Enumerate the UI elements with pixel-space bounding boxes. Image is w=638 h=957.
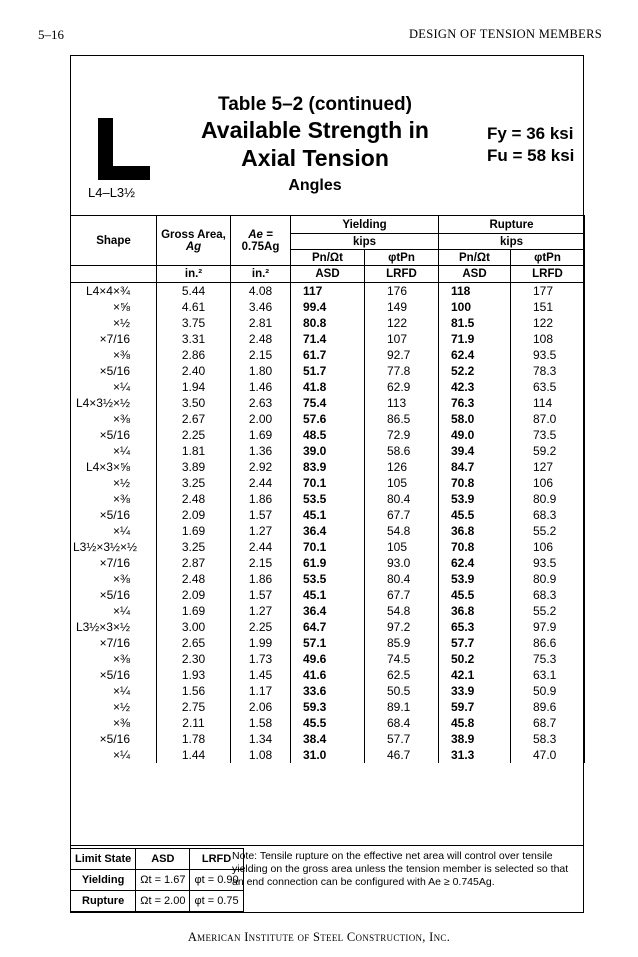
- cell-yield-asd: 99.4: [291, 299, 365, 315]
- cell-rupture-lrfd: 50.9: [511, 683, 585, 699]
- table-row: [71, 571, 585, 587]
- cell-ae: 2.15: [231, 555, 291, 571]
- cell-yield-lrfd: 149: [365, 299, 439, 315]
- cell-ae: 2.63: [231, 395, 291, 411]
- cell-yield-lrfd: 46.7: [365, 747, 439, 763]
- cell-shape: ×⅜: [71, 347, 157, 363]
- cell-rupture-asd: 58.0: [439, 411, 511, 427]
- cell-rupture-asd: 42.3: [439, 379, 511, 395]
- table-row: [71, 459, 585, 475]
- cell-ae: 2.15: [231, 347, 291, 363]
- table-row: [71, 555, 585, 571]
- cell-yield-asd: 45.5: [291, 715, 365, 731]
- cell-yield-asd: 70.1: [291, 539, 365, 555]
- cell-rupture-lrfd: 63.5: [511, 379, 585, 395]
- cell-gross-area: 2.75: [157, 699, 231, 715]
- cell-shape: L4×4×¾: [71, 283, 157, 300]
- cell-rupture-lrfd: 55.2: [511, 603, 585, 619]
- cell-yield-lrfd: 92.7: [365, 347, 439, 363]
- cell-ae: 1.57: [231, 507, 291, 523]
- cell-shape: ×½: [71, 475, 157, 491]
- cell-rupture-lrfd: 106: [511, 475, 585, 491]
- cell-shape: ×5/16: [71, 507, 157, 523]
- running-title: DESIGN OF TENSION MEMBERS: [408, 27, 602, 41]
- table-row: [71, 427, 585, 443]
- cell-shape: L4×3½×½: [71, 395, 157, 411]
- cell-ae: 1.17: [231, 683, 291, 699]
- cell-gross-area: 1.44: [157, 747, 231, 763]
- cell-yield-lrfd: 50.5: [365, 683, 439, 699]
- cell-ae: 1.69: [231, 427, 291, 443]
- fy-value: Fy = 36 ksi: [487, 124, 574, 143]
- cell-ae: 1.86: [231, 571, 291, 587]
- cell-rupture-lrfd: 63.1: [511, 667, 585, 683]
- cell-shape: ×¼: [71, 523, 157, 539]
- cell-rupture-lrfd: 108: [511, 331, 585, 347]
- cell-yield-asd: 53.5: [291, 571, 365, 587]
- cell-gross-area: 3.31: [157, 331, 231, 347]
- cell-rupture-asd: 36.8: [439, 603, 511, 619]
- limit-header-state: Limit State: [71, 849, 136, 870]
- cell-ae: 1.80: [231, 363, 291, 379]
- cell-rupture-asd: 65.3: [439, 619, 511, 635]
- cell-ae: 2.81: [231, 315, 291, 331]
- header-rupture-phi-pn: φtPn: [511, 250, 585, 266]
- table-body: [71, 283, 585, 764]
- table-row: [71, 619, 585, 635]
- cell-yield-asd: 83.9: [291, 459, 365, 475]
- cell-yield-lrfd: 89.1: [365, 699, 439, 715]
- cell-yield-lrfd: 67.7: [365, 587, 439, 603]
- cell-ae: 2.06: [231, 699, 291, 715]
- cell-rupture-asd: 84.7: [439, 459, 511, 475]
- cell-rupture-asd: 53.9: [439, 571, 511, 587]
- cell-shape: ×5/16: [71, 667, 157, 683]
- header-rupture-pn-omega: Pn/Ωt: [439, 250, 511, 266]
- cell-yield-asd: 45.1: [291, 507, 365, 523]
- cell-shape: ×⅜: [71, 571, 157, 587]
- page-number: 5–16: [38, 27, 64, 42]
- cell-rupture-lrfd: 47.0: [511, 747, 585, 763]
- cell-yield-lrfd: 68.4: [365, 715, 439, 731]
- cell-rupture-lrfd: 87.0: [511, 411, 585, 427]
- size-range: L4–L3½: [88, 185, 135, 200]
- cell-rupture-asd: 62.4: [439, 555, 511, 571]
- cell-yield-lrfd: 77.8: [365, 363, 439, 379]
- cell-yield-lrfd: 57.7: [365, 731, 439, 747]
- cell-yield-asd: 36.4: [291, 603, 365, 619]
- table-row: [71, 667, 585, 683]
- cell-gross-area: 1.69: [157, 603, 231, 619]
- cell-ae: 1.57: [231, 587, 291, 603]
- cell-yield-asd: 38.4: [291, 731, 365, 747]
- cell-yield-asd: 48.5: [291, 427, 365, 443]
- cell-yield-asd: 64.7: [291, 619, 365, 635]
- cell-rupture-lrfd: 127: [511, 459, 585, 475]
- cell-shape: ×⅜: [71, 715, 157, 731]
- cell-yield-lrfd: 113: [365, 395, 439, 411]
- limit-rupture-asd: Ωt = 2.00: [136, 891, 190, 912]
- table-subtitle: Angles: [288, 177, 342, 194]
- cell-gross-area: 1.56: [157, 683, 231, 699]
- header-rupture-kips: kips: [439, 234, 585, 250]
- cell-rupture-lrfd: 151: [511, 299, 585, 315]
- cell-gross-area: 2.25: [157, 427, 231, 443]
- cell-yield-asd: 33.6: [291, 683, 365, 699]
- cell-gross-area: 2.86: [157, 347, 231, 363]
- table-row: [71, 651, 585, 667]
- cell-shape: L4×3×⅝: [71, 459, 157, 475]
- table-row: [71, 603, 585, 619]
- cell-ae: 2.44: [231, 539, 291, 555]
- table-row: [71, 523, 585, 539]
- cell-shape: ×¼: [71, 683, 157, 699]
- cell-yield-lrfd: 62.9: [365, 379, 439, 395]
- table-row: [71, 635, 585, 651]
- cell-yield-asd: 41.8: [291, 379, 365, 395]
- cell-gross-area: 2.48: [157, 571, 231, 587]
- header-ae-formula: 0.75Ag: [241, 240, 280, 253]
- cell-shape: ×¼: [71, 603, 157, 619]
- header-gross-area: [157, 216, 231, 266]
- cell-yield-asd: 117: [291, 283, 365, 300]
- cell-rupture-lrfd: 58.3: [511, 731, 585, 747]
- cell-gross-area: 4.61: [157, 299, 231, 315]
- cell-rupture-asd: 45.5: [439, 587, 511, 603]
- header-yield-pn-omega: Pn/Ωt: [291, 250, 365, 266]
- cell-ae: 4.08: [231, 283, 291, 300]
- table-row: [71, 731, 585, 747]
- cell-rupture-asd: 53.9: [439, 491, 511, 507]
- limit-yielding-label: Yielding: [71, 870, 136, 891]
- cell-shape: ×⅝: [71, 299, 157, 315]
- cell-yield-lrfd: 105: [365, 475, 439, 491]
- cell-yield-lrfd: 62.5: [365, 667, 439, 683]
- cell-yield-asd: 57.6: [291, 411, 365, 427]
- cell-gross-area: 3.50: [157, 395, 231, 411]
- cell-yield-asd: 45.1: [291, 587, 365, 603]
- table-title-line2: Axial Tension: [241, 145, 389, 171]
- limit-header-asd: ASD: [136, 849, 190, 870]
- strength-table: [70, 215, 585, 763]
- table-row: [71, 347, 585, 363]
- table-row: [71, 363, 585, 379]
- cell-ae: 1.99: [231, 635, 291, 651]
- cell-rupture-asd: 52.2: [439, 363, 511, 379]
- cell-yield-asd: 61.9: [291, 555, 365, 571]
- cell-shape: ×7/16: [71, 331, 157, 347]
- cell-shape: ×⅜: [71, 651, 157, 667]
- cell-gross-area: 2.87: [157, 555, 231, 571]
- cell-gross-area: 2.09: [157, 507, 231, 523]
- cell-yield-lrfd: 105: [365, 539, 439, 555]
- cell-yield-lrfd: 85.9: [365, 635, 439, 651]
- cell-yield-asd: 75.4: [291, 395, 365, 411]
- cell-shape: ×¼: [71, 379, 157, 395]
- cell-rupture-lrfd: 68.7: [511, 715, 585, 731]
- table-row: [71, 587, 585, 603]
- limit-yielding-asd: Ωt = 1.67: [136, 870, 190, 891]
- cell-ae: 2.92: [231, 459, 291, 475]
- table-number: Table 5–2 (continued): [218, 94, 412, 115]
- cell-shape: L3½×3×½: [71, 619, 157, 635]
- cell-gross-area: 3.89: [157, 459, 231, 475]
- cell-ae: 1.73: [231, 651, 291, 667]
- cell-yield-asd: 36.4: [291, 523, 365, 539]
- cell-rupture-asd: 33.9: [439, 683, 511, 699]
- cell-rupture-lrfd: 73.5: [511, 427, 585, 443]
- cell-rupture-asd: 62.4: [439, 347, 511, 363]
- fu-value: Fu = 58 ksi: [487, 146, 575, 165]
- cell-rupture-lrfd: 75.3: [511, 651, 585, 667]
- cell-rupture-lrfd: 106: [511, 539, 585, 555]
- cell-rupture-lrfd: 93.5: [511, 347, 585, 363]
- cell-rupture-asd: 49.0: [439, 427, 511, 443]
- cell-yield-lrfd: 80.4: [365, 571, 439, 587]
- cell-rupture-lrfd: 68.3: [511, 507, 585, 523]
- cell-rupture-lrfd: 89.6: [511, 699, 585, 715]
- cell-rupture-lrfd: 55.2: [511, 523, 585, 539]
- cell-rupture-lrfd: 122: [511, 315, 585, 331]
- limit-yielding-lrfd: φt = 0.90: [190, 870, 243, 891]
- header-rupture-asd: ASD: [439, 266, 511, 283]
- table-row: [71, 299, 585, 315]
- cell-gross-area: 3.25: [157, 539, 231, 555]
- cell-yield-asd: 71.4: [291, 331, 365, 347]
- cell-gross-area: 1.94: [157, 379, 231, 395]
- cell-gross-area: 1.93: [157, 667, 231, 683]
- cell-rupture-lrfd: 59.2: [511, 443, 585, 459]
- header-ag: Ag: [185, 240, 202, 253]
- cell-rupture-asd: 81.5: [439, 315, 511, 331]
- cell-yield-lrfd: 72.9: [365, 427, 439, 443]
- table-title-line1: Available Strength in: [201, 117, 429, 143]
- page-footer: American Institute of Steel Construction, Inc.: [187, 930, 451, 944]
- cell-shape: ×5/16: [71, 427, 157, 443]
- table-row: [71, 331, 585, 347]
- cell-rupture-lrfd: 78.3: [511, 363, 585, 379]
- cell-yield-asd: 31.0: [291, 747, 365, 763]
- cell-gross-area: 2.65: [157, 635, 231, 651]
- bottom-divider: [70, 845, 584, 846]
- cell-shape: ×⅜: [71, 411, 157, 427]
- cell-gross-area: 3.25: [157, 475, 231, 491]
- cell-yield-asd: 80.8: [291, 315, 365, 331]
- cell-shape: ×¼: [71, 443, 157, 459]
- cell-ae: 2.00: [231, 411, 291, 427]
- table-row: [71, 475, 585, 491]
- cell-gross-area: 2.48: [157, 491, 231, 507]
- header-yielding: Yielding: [291, 216, 439, 234]
- cell-shape: ×½: [71, 699, 157, 715]
- cell-yield-lrfd: 126: [365, 459, 439, 475]
- cell-gross-area: 2.40: [157, 363, 231, 379]
- cell-shape: L3½×3½×½: [71, 539, 157, 555]
- cell-gross-area: 3.75: [157, 315, 231, 331]
- cell-ae: 1.27: [231, 523, 291, 539]
- cell-yield-lrfd: 58.6: [365, 443, 439, 459]
- cell-yield-asd: 53.5: [291, 491, 365, 507]
- cell-rupture-asd: 45.8: [439, 715, 511, 731]
- header-yield-asd: ASD: [291, 266, 365, 283]
- cell-ae: 3.46: [231, 299, 291, 315]
- cell-gross-area: 2.11: [157, 715, 231, 731]
- cell-rupture-lrfd: 114: [511, 395, 585, 411]
- cell-yield-asd: 51.7: [291, 363, 365, 379]
- table-row: [71, 539, 585, 555]
- table-row: [71, 379, 585, 395]
- angle-logo-foot-icon: [98, 166, 150, 180]
- cell-shape: ×⅜: [71, 491, 157, 507]
- cell-rupture-asd: 45.5: [439, 507, 511, 523]
- cell-ae: 2.48: [231, 331, 291, 347]
- cell-rupture-asd: 59.7: [439, 699, 511, 715]
- cell-ae: 1.08: [231, 747, 291, 763]
- cell-rupture-lrfd: 93.5: [511, 555, 585, 571]
- cell-rupture-lrfd: 86.6: [511, 635, 585, 651]
- cell-ae: 2.25: [231, 619, 291, 635]
- cell-yield-lrfd: 86.5: [365, 411, 439, 427]
- cell-yield-asd: 57.1: [291, 635, 365, 651]
- cell-shape: ×½: [71, 315, 157, 331]
- cell-yield-lrfd: 74.5: [365, 651, 439, 667]
- cell-rupture-asd: 39.4: [439, 443, 511, 459]
- cell-gross-area: 3.00: [157, 619, 231, 635]
- header-unit-ae: in.²: [231, 266, 291, 283]
- cell-yield-lrfd: 122: [365, 315, 439, 331]
- cell-ae: 1.27: [231, 603, 291, 619]
- cell-yield-lrfd: 97.2: [365, 619, 439, 635]
- cell-ae: 1.34: [231, 731, 291, 747]
- cell-ae: 1.36: [231, 443, 291, 459]
- header-ae: [231, 216, 291, 266]
- table-row: [71, 411, 585, 427]
- cell-ae: 1.45: [231, 667, 291, 683]
- limit-rupture-lrfd: φt = 0.75: [190, 891, 243, 912]
- cell-yield-asd: 70.1: [291, 475, 365, 491]
- cell-rupture-lrfd: 177: [511, 283, 585, 300]
- cell-yield-lrfd: 176: [365, 283, 439, 300]
- header-yield-lrfd: LRFD: [365, 266, 439, 283]
- cell-gross-area: 1.78: [157, 731, 231, 747]
- cell-yield-asd: 61.7: [291, 347, 365, 363]
- cell-rupture-asd: 70.8: [439, 539, 511, 555]
- cell-rupture-lrfd: 80.9: [511, 491, 585, 507]
- cell-shape: ×7/16: [71, 635, 157, 651]
- cell-yield-asd: 39.0: [291, 443, 365, 459]
- cell-ae: 1.86: [231, 491, 291, 507]
- cell-gross-area: 5.44: [157, 283, 231, 300]
- cell-yield-lrfd: 80.4: [365, 491, 439, 507]
- cell-rupture-lrfd: 80.9: [511, 571, 585, 587]
- limit-header-lrfd: LRFD: [190, 849, 243, 870]
- table-row: [71, 395, 585, 411]
- cell-rupture-asd: 70.8: [439, 475, 511, 491]
- header-rupture: Rupture: [439, 216, 585, 234]
- table-row: [71, 507, 585, 523]
- cell-gross-area: 1.81: [157, 443, 231, 459]
- cell-yield-lrfd: 54.8: [365, 603, 439, 619]
- cell-shape: ×5/16: [71, 731, 157, 747]
- table-row: [71, 315, 585, 331]
- footnote: Note: Tensile rupture on the effective net area will control over tensile yielding on the gross area unless the tension member is selected so that an end connection can be configured with Ae ≥ 0.745Ag.: [232, 850, 569, 888]
- cell-yield-asd: 41.6: [291, 667, 365, 683]
- table-row: [71, 683, 585, 699]
- cell-rupture-asd: 36.8: [439, 523, 511, 539]
- cell-ae: 2.44: [231, 475, 291, 491]
- cell-rupture-asd: 100: [439, 299, 511, 315]
- cell-shape: ×7/16: [71, 555, 157, 571]
- header-ae-label: Ae =: [248, 228, 273, 241]
- header-rupture-lrfd: LRFD: [511, 266, 585, 283]
- header-yield-kips: kips: [291, 234, 439, 250]
- cell-rupture-lrfd: 97.9: [511, 619, 585, 635]
- table-row: [71, 699, 585, 715]
- cell-rupture-asd: 50.2: [439, 651, 511, 667]
- cell-yield-asd: 59.3: [291, 699, 365, 715]
- cell-gross-area: 2.09: [157, 587, 231, 603]
- header-gross-area-label: Gross Area,: [161, 228, 226, 241]
- cell-yield-asd: 49.6: [291, 651, 365, 667]
- cell-rupture-asd: 31.3: [439, 747, 511, 763]
- cell-gross-area: 1.69: [157, 523, 231, 539]
- header-yield-phi-pn: φtPn: [365, 250, 439, 266]
- header-blank: [71, 266, 157, 283]
- table-row: [71, 283, 585, 300]
- cell-yield-lrfd: 67.7: [365, 507, 439, 523]
- cell-gross-area: 2.67: [157, 411, 231, 427]
- table-row: [71, 715, 585, 731]
- cell-gross-area: 2.30: [157, 651, 231, 667]
- cell-rupture-asd: 38.9: [439, 731, 511, 747]
- cell-yield-lrfd: 107: [365, 331, 439, 347]
- cell-rupture-asd: 118: [439, 283, 511, 300]
- cell-rupture-asd: 42.1: [439, 667, 511, 683]
- table-row: [71, 443, 585, 459]
- cell-shape: ×5/16: [71, 363, 157, 379]
- cell-ae: 1.58: [231, 715, 291, 731]
- cell-yield-lrfd: 93.0: [365, 555, 439, 571]
- cell-shape: ×¼: [71, 747, 157, 763]
- cell-rupture-asd: 71.9: [439, 331, 511, 347]
- cell-shape: ×5/16: [71, 587, 157, 603]
- cell-rupture-asd: 76.3: [439, 395, 511, 411]
- cell-ae: 1.46: [231, 379, 291, 395]
- cell-rupture-asd: 57.7: [439, 635, 511, 651]
- table-row: [71, 747, 585, 763]
- header-unit-ag: in.²: [157, 266, 231, 283]
- header-shape: Shape: [71, 216, 157, 266]
- cell-yield-lrfd: 54.8: [365, 523, 439, 539]
- table-row: [71, 491, 585, 507]
- limit-rupture-label: Rupture: [71, 891, 136, 912]
- cell-rupture-lrfd: 68.3: [511, 587, 585, 603]
- limit-state-table: [70, 848, 244, 912]
